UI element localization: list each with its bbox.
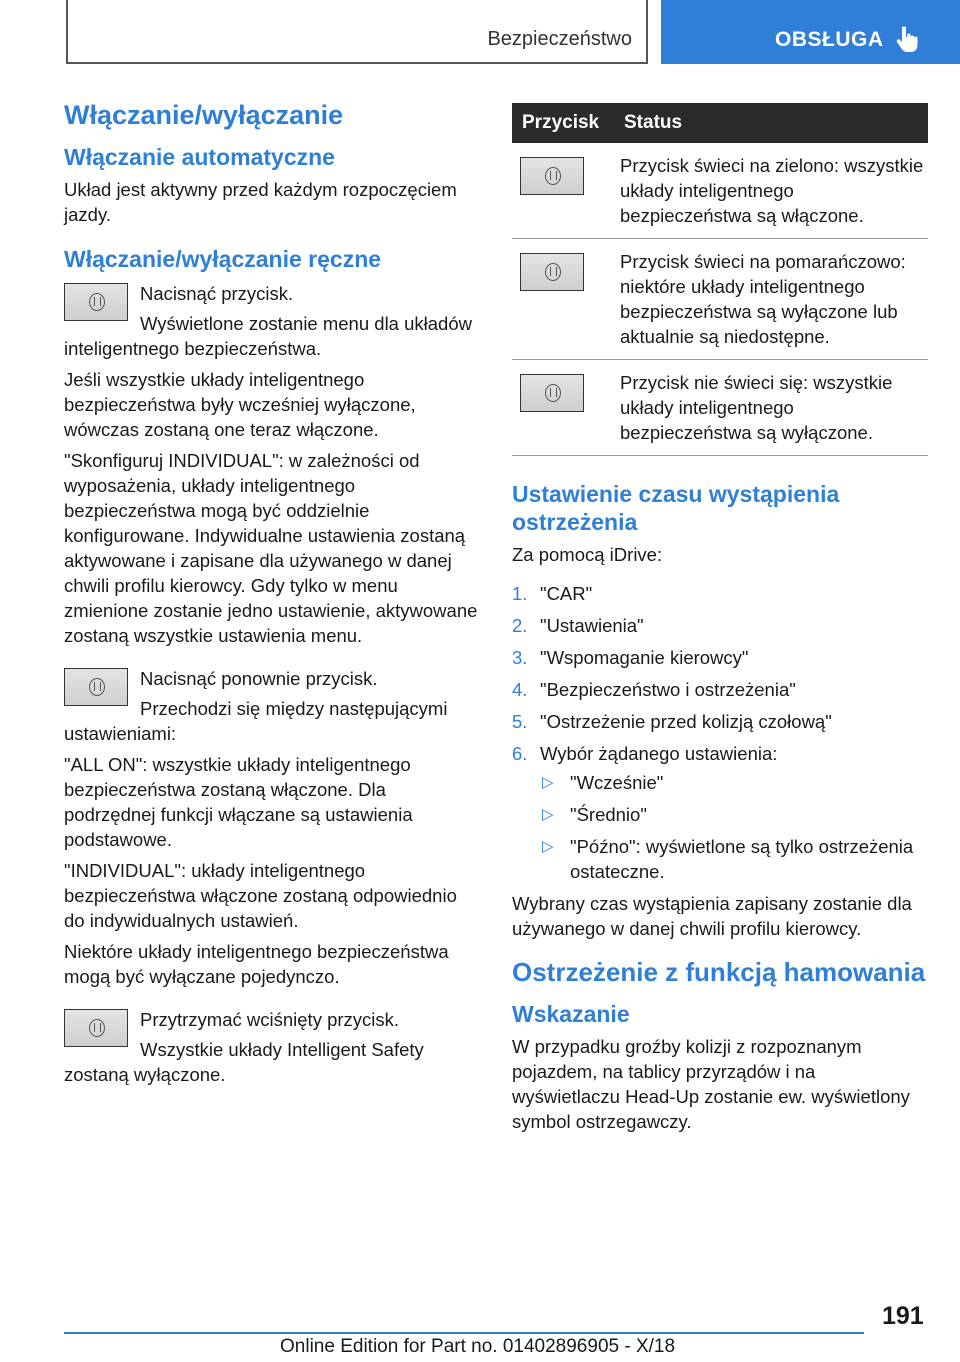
list-item: 3. "Wspomaganie kierowcy" — [512, 647, 749, 668]
paragraph-configure-individual: "Skonfiguruj INDIVIDUAL": w zależności od wyposażenia, układy inteligentnego bezpieczeństwa mogą być oddzielnie konfigurowane. Indywidualne ustawienia zostaną aktywowane i zapisane dla używanego w danej chwili profilu kierowcy. Gdy tylko w menu zmienione zostanie jedno ustawienie, aktywowane zostaną wszystkie ustawienia menu. — [64, 450, 478, 646]
paragraph-automatic: Układ jest aktywny przed każdym rozpoczęciem jazdy. — [64, 179, 457, 225]
table-cell-status: Przycisk świeci na pomarańczowo: niektóre układy inteligentnego bezpieczeństwa są wyłączone lub aktualnie są niedostępne. — [620, 239, 928, 360]
intelligent-safety-button-icon — [64, 283, 128, 321]
button-unlit-icon — [520, 374, 584, 412]
footer-edition: Online Edition for Part no. 01402896905 - X/18 — [280, 1336, 676, 1357]
list-item: 6. Wybór żądanego ustawienia: ▷ "Wcześnie" ▷ "Średnio" ▷ "Późno": wyświetlone są tylko ostrzeżenia ostateczne. — [512, 741, 928, 884]
section-heading-on-off: Włączanie/wyłączanie — [64, 100, 344, 130]
subheading-warning-time: Ustawienie czasu wystąpienia ostrzeżenia — [512, 481, 840, 535]
button-instruction-press-again — [64, 666, 482, 710]
paragraph-all-on: "ALL ON": wszystkie układy inteligentnego bezpieczeństwa zostaną włączone. Dla podrzędnej funkcji włączane są ustawienia podstawowe. — [64, 754, 413, 850]
button-instruction-press — [64, 281, 482, 325]
table-header-button: Przycisk — [512, 103, 620, 143]
button-status-table — [512, 103, 928, 456]
intelligent-safety-button-icon — [64, 1009, 128, 1047]
paragraph-menu-shown: Wyświetlone zostanie menu dla układów inteligentnego bezpieczeństwa. — [64, 313, 472, 359]
paragraph-single-off: Niektóre układy inteligentnego bezpieczeństwa mogą być wyłączane pojedynczo. — [64, 941, 449, 987]
paragraph-idrive: Za pomocą iDrive: — [512, 544, 663, 565]
subheading-automatic: Włączanie automatyczne — [64, 144, 335, 170]
list-item: ▷ "Późno": wyświetlone są tylko ostrzeżenia ostateczne. — [542, 836, 914, 882]
paragraph-all-off-case: Jeśli wszystkie układy inteligentnego bezpieczeństwa były wcześniej wyłączone, wówczas zostaną one teraz włączone. — [64, 369, 416, 440]
list-item: 2. "Ustawienia" — [512, 615, 644, 636]
header-section-box — [66, 0, 648, 64]
right-column — [512, 103, 928, 1140]
table-cell-status: Przycisk świeci na zielono: wszystkie układy inteligentnego bezpieczeństwa są włączone. — [620, 143, 928, 239]
paragraph-all-systems-off: Wszystkie układy Intelligent Safety zostaną wyłączone. — [64, 1039, 424, 1085]
hand-pointer-icon — [893, 24, 923, 54]
list-item: ▷ "Średnio" — [542, 804, 647, 825]
list-item: ▷ "Wcześnie" — [542, 772, 664, 793]
table-row — [512, 360, 928, 456]
page-number: 191 — [882, 1302, 924, 1330]
triangle-bullet-icon: ▷ — [542, 774, 554, 791]
header-section-title: Bezpieczeństwo — [487, 28, 632, 50]
button-green-icon — [520, 157, 584, 195]
button-orange-icon — [520, 253, 584, 291]
footer-divider — [64, 1332, 864, 1334]
table-header-status: Status — [620, 103, 928, 143]
subheading-hint: Wskazanie — [512, 1001, 630, 1027]
triangle-bullet-icon: ▷ — [542, 806, 554, 823]
section-heading-brake-warning: Ostrzeżenie z funkcją hamowania — [512, 957, 926, 987]
instruction-press-again: Nacisnąć ponownie przycisk. — [140, 668, 378, 689]
paragraph-hint: W przypadku groźby kolizji z rozpoznanym pojazdem, na tablicy przyrządów i na wyświetlaczu Head-Up zostanie ew. wyświetlony symbol ostrzegawczy. — [512, 1036, 910, 1132]
button-instruction-hold — [64, 1007, 482, 1051]
left-column — [64, 100, 482, 1093]
subheading-manual: Włączanie/wyłączanie ręczne — [64, 246, 382, 272]
table-cell-status: Przycisk nie świeci się: wszystkie układy inteligentnego bezpieczeństwa są wyłączone. — [620, 360, 928, 456]
triangle-bullet-icon: ▷ — [542, 838, 554, 855]
instruction-hold: Przytrzymać wciśnięty przycisk. — [140, 1009, 400, 1030]
table-row — [512, 239, 928, 360]
paragraph-cycle-settings: Przechodzi się między następującymi ustawieniami: — [64, 698, 448, 744]
header-chapter-box — [661, 0, 960, 64]
steps-list — [512, 581, 928, 884]
paragraph-saved: Wybrany czas wystąpienia zapisany zostanie dla używanego w danej chwili profilu kierowcy. — [512, 893, 912, 939]
list-item: 5. "Ostrzeżenie przed kolizją czołową" — [512, 711, 832, 732]
list-item: 4. "Bezpieczeństwo i ostrzeżenia" — [512, 679, 796, 700]
instruction-press: Nacisnąć przycisk. — [140, 283, 294, 304]
paragraph-individual: "INDIVIDUAL": układy inteligentnego bezpieczeństwa włączone zostaną odpowiednio do indywidualnych ustawień. — [64, 860, 457, 931]
table-row — [512, 143, 928, 239]
list-item: 1. "CAR" — [512, 583, 593, 604]
sub-options-list — [540, 770, 928, 884]
header-chapter-title: OBSŁUGA — [775, 28, 884, 51]
intelligent-safety-button-icon — [64, 668, 128, 706]
